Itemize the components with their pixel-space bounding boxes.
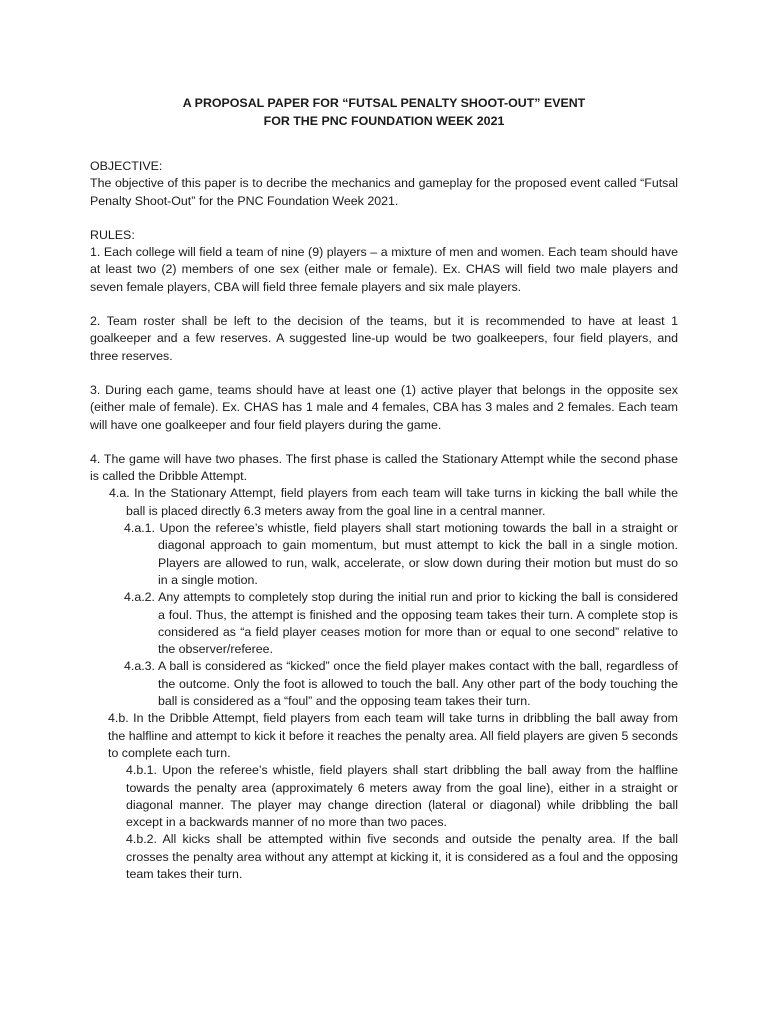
objective-text: The objective of this paper is to decribe the mechanics and gameplay for the proposed event called “Futsal Penalty Shoot-Out” for the PNC Foundation Week 2021. [90,176,678,208]
title-line-2: FOR THE PNC FOUNDATION WEEK 2021 [263,114,505,128]
rule-4a: 4.a. In the Stationary Attempt, field players from each team will take turns in kicking the ball while the ball is placed directly 6.3 meters away from the goal line in a central manner. [109,486,678,518]
rule-3: 3. During each game, teams should have at least one (1) active player that belongs in the opposite sex (either male of female). Ex. CHAS has 1 male and 4 females, CBA has 3 males and 2 females. Each team will have one goalkeeper and four field players during the game. [90,382,678,432]
title-line-1: A PROPOSAL PAPER FOR “FUTSAL PENALTY SHOOT-OUT” EVENT [182,96,586,110]
objective-heading: OBJECTIVE: [90,159,163,173]
rule-4b: 4.b. In the Dribble Attempt, field players from each team will take turns in dribbling the ball away from the halfline and attempt to kick it before it reaches the penalty area. All field players are given 5 seconds to complete each turn. [108,711,678,760]
rules-heading: RULES: [90,227,135,242]
rule-2: 2. Team roster shall be left to the decision of the teams, but it is recommended to have at least 1 goalkeeper and a few reserves. A suggested line-up would be two goalkeepers, four field players, and three reserves. [90,314,678,363]
rule-4b1: 4.b.1. Upon the referee’s whistle, field players shall start dribbling the ball away from the halfline towards the penalty area (approximately 6 meters away from the goal line), either in a straight or diagonal manner. The player may change direction (lateral or diagonal) while dribbling the ball except in a backwards manner of no more than two paces. [126,763,678,830]
rule-1: 1. Each college will field a team of nine (9) players – a mixture of men and women. Each team should have at least two (2) members of one sex (either male or female). Ex. CHAS will field two male players and seven female players, CBA will field three female players and six male players. [90,245,678,294]
rule-4: 4. The game will have two phases. The first phase is called the Stationary Attempt while the second phase is called the Dribble Attempt. [90,451,678,484]
title-block [90,94,678,130]
rule-4b2: 4.b.2. All kicks shall be attempted within five seconds and outside the penalty area. If the ball crosses the penalty area without any attempt at kicking it, it is considered as a foul and the opposing team takes their turn. [126,832,678,881]
rule-4a3: 4.a.3. A ball is considered as “kicked” once the field player makes contact with the ball, regardless of the outcome. Only the foot is allowed to touch the ball. Any other part of the body touching the ball is considered as a “foul” and the opposing team takes their turn. [124,659,678,709]
rule-4a1: 4.a.1. Upon the referee’s whistle, field players shall start motioning towards the ball in a straight or diagonal approach to gain momentum, but must attempt to kick the ball in a single motion. Players are allowed to run, walk, accelerate, or slow down during their motion but must do so in a single motion. [124,521,678,587]
rule-4a2: 4.a.2. Any attempts to completely stop during the initial run and prior to kicking the ball is considered a foul. Thus, the attempt is finished and the opposing team takes their turn. A complete stop is considered as “a field player ceases motion for more than or equal to one second” relative to the observer/referee. [124,590,678,657]
